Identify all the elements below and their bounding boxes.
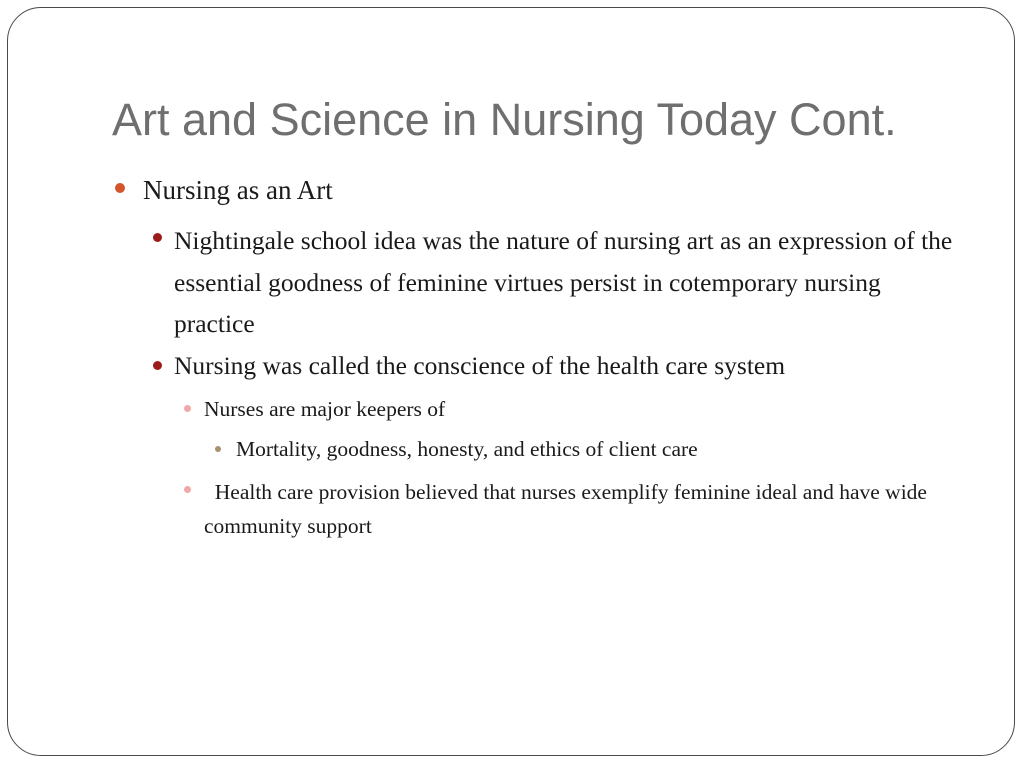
bullet-level2-item: Nursing was called the conscience of the health care system: [174, 351, 786, 380]
bullet-dot-icon: [153, 361, 162, 370]
bullet-level1-item: Nursing as an Art: [143, 175, 333, 205]
bullet-dot-icon: [184, 486, 191, 493]
bullet-dot-icon: [153, 233, 162, 242]
bullet-level3-item: Health care provision believed that nurses exemplify feminine ideal and have wide community support: [204, 480, 933, 538]
slide-title: Art and Science in Nursing Today Cont.: [112, 94, 897, 145]
bullet-dot-icon: [184, 405, 191, 412]
bullet-level4-item: Mortality, goodness, honesty, and ethics of client care: [236, 437, 698, 461]
bullet-dot-icon: [115, 183, 125, 193]
bullet-dot-icon: [215, 446, 221, 452]
bullet-level3-item: Nurses are major keepers of: [204, 397, 446, 421]
bullet-level2-item: Nightingale school idea was the nature of nursing art as an expression of the essential goodness of feminine virtues persist in cotemporary nursing practice: [174, 226, 953, 338]
